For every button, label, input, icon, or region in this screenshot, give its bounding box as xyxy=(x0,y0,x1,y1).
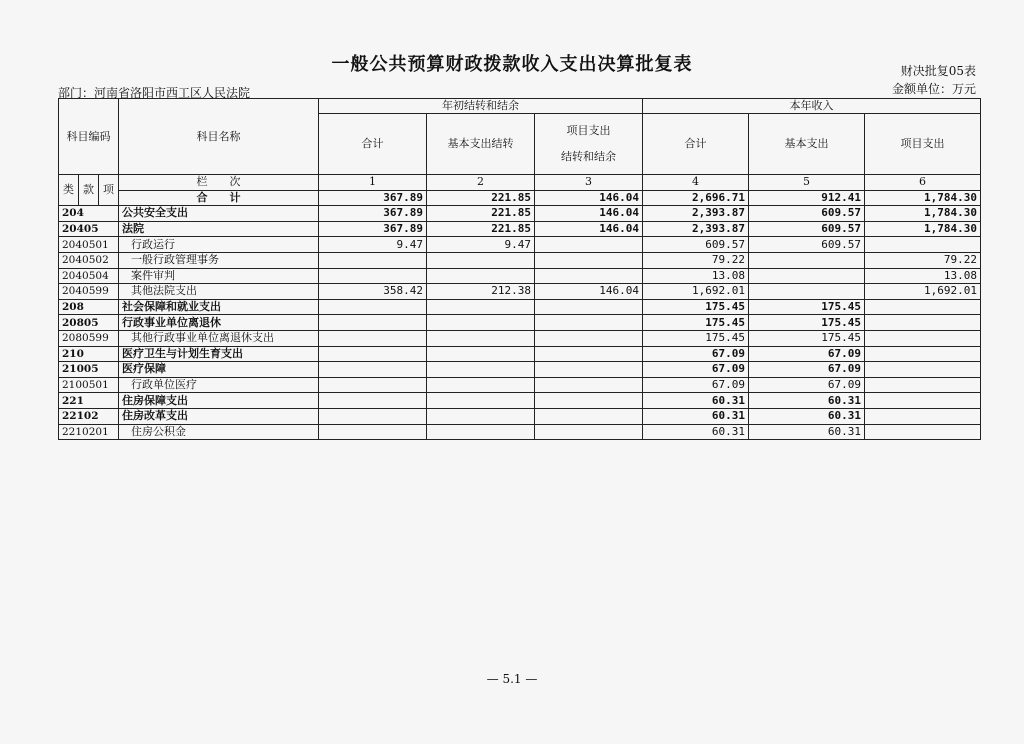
subject-code: 2040599 xyxy=(59,284,119,300)
subject-name: 其他行政事业单位离退休支出 xyxy=(119,330,319,346)
amount-cell xyxy=(535,346,643,362)
amount-cell xyxy=(427,377,535,393)
amount-cell: 60.31 xyxy=(749,408,865,424)
header-income-total: 合计 xyxy=(643,114,749,175)
table-row xyxy=(59,284,981,300)
header-lei: 类 xyxy=(59,175,79,206)
amount-cell xyxy=(535,299,643,315)
report-title: 一般公共预算财政拨款收入支出决算批复表 xyxy=(331,54,693,75)
amount-cell: 67.09 xyxy=(749,346,865,362)
amount-cell xyxy=(535,377,643,393)
department-label: 部门：河南省洛阳市西工区人民法院 xyxy=(58,86,251,100)
table-row xyxy=(59,362,981,378)
subject-name: 一般行政管理事务 xyxy=(119,252,319,268)
header-carry-project-line2: 结转和结余 xyxy=(561,150,616,163)
amount-cell xyxy=(427,299,535,315)
subject-name: 住房保障支出 xyxy=(119,393,319,409)
subject-code: 2040502 xyxy=(59,252,119,268)
subject-name: 案件审判 xyxy=(119,268,319,284)
table-row xyxy=(59,315,981,331)
header-carry-basic: 基本支出结转 xyxy=(427,114,535,175)
subject-code: 2100501 xyxy=(59,377,119,393)
amount-cell: 79.22 xyxy=(643,252,749,268)
amount-cell xyxy=(749,268,865,284)
amount-cell xyxy=(865,362,981,378)
total-cell: 146.04 xyxy=(535,190,643,206)
amount-cell: 609.57 xyxy=(643,237,749,253)
amount-cell: 13.08 xyxy=(643,268,749,284)
amount-cell xyxy=(427,424,535,440)
total-cell: 1,784.30 xyxy=(865,190,981,206)
total-label: 合 计 xyxy=(119,190,319,206)
subject-name: 公共安全支出 xyxy=(119,206,319,222)
total-cell: 221.85 xyxy=(427,190,535,206)
subject-name: 行政运行 xyxy=(119,237,319,253)
amount-cell xyxy=(535,237,643,253)
header-xiang: 项 xyxy=(99,175,119,206)
amount-cell xyxy=(749,252,865,268)
amount-cell: 146.04 xyxy=(535,221,643,237)
subject-name: 法院 xyxy=(119,221,319,237)
subject-name: 住房公积金 xyxy=(119,424,319,440)
table-row xyxy=(59,330,981,346)
header-income-basic: 基本支出 xyxy=(749,114,865,175)
amount-cell xyxy=(319,252,427,268)
table-row xyxy=(59,346,981,362)
amount-cell: 60.31 xyxy=(749,424,865,440)
amount-cell: 13.08 xyxy=(865,268,981,284)
amount-cell: 146.04 xyxy=(535,206,643,222)
table-row xyxy=(59,252,981,268)
amount-cell xyxy=(319,268,427,284)
header-kuan: 款 xyxy=(79,175,99,206)
subject-code: 208 xyxy=(59,299,119,315)
amount-cell xyxy=(427,393,535,409)
total-cell: 912.41 xyxy=(749,190,865,206)
column-number: 1 xyxy=(319,175,427,191)
subject-code: 21005 xyxy=(59,362,119,378)
total-cell: 2,696.71 xyxy=(643,190,749,206)
header-group-carry: 年初结转和结余 xyxy=(319,99,643,114)
amount-cell: 609.57 xyxy=(749,237,865,253)
amount-cell: 175.45 xyxy=(749,299,865,315)
amount-cell: 175.45 xyxy=(749,330,865,346)
amount-cell: 1,692.01 xyxy=(643,284,749,300)
amount-cell: 67.09 xyxy=(643,362,749,378)
amount-cell xyxy=(535,268,643,284)
table-row xyxy=(59,299,981,315)
table-row xyxy=(59,221,981,237)
amount-cell xyxy=(319,330,427,346)
header-subject-name: 科目名称 xyxy=(119,99,319,175)
amount-cell xyxy=(535,330,643,346)
subject-code: 221 xyxy=(59,393,119,409)
amount-cell xyxy=(319,346,427,362)
table-row xyxy=(59,268,981,284)
amount-cell xyxy=(319,315,427,331)
header-subject-code: 科目编码 xyxy=(59,99,119,175)
amount-cell xyxy=(865,346,981,362)
amount-cell xyxy=(319,393,427,409)
amount-cell xyxy=(535,424,643,440)
amount-cell: 609.57 xyxy=(749,221,865,237)
column-number: 4 xyxy=(643,175,749,191)
amount-cell xyxy=(865,424,981,440)
amount-cell: 175.45 xyxy=(643,330,749,346)
amount-cell xyxy=(535,393,643,409)
form-code: 财决批复05表 xyxy=(900,64,976,78)
amount-cell: 221.85 xyxy=(427,206,535,222)
amount-cell: 367.89 xyxy=(319,206,427,222)
amount-cell: 60.31 xyxy=(643,408,749,424)
amount-cell xyxy=(865,393,981,409)
subject-name: 行政单位医疗 xyxy=(119,377,319,393)
header-group-income: 本年收入 xyxy=(643,99,981,114)
column-number: 5 xyxy=(749,175,865,191)
header-carry-project-line1: 项目支出 xyxy=(566,124,611,137)
amount-cell xyxy=(749,284,865,300)
amount-cell: 60.31 xyxy=(643,424,749,440)
column-number: 3 xyxy=(535,175,643,191)
subject-name: 社会保障和就业支出 xyxy=(119,299,319,315)
amount-cell: 60.31 xyxy=(749,393,865,409)
amount-unit: 金额单位：万元 xyxy=(891,82,976,96)
amount-cell xyxy=(865,315,981,331)
amount-cell xyxy=(427,315,535,331)
amount-cell: 2,393.87 xyxy=(643,221,749,237)
header-carry-project xyxy=(535,114,643,175)
amount-cell xyxy=(427,362,535,378)
amount-cell xyxy=(865,237,981,253)
amount-cell xyxy=(535,252,643,268)
subject-name: 住房改革支出 xyxy=(119,408,319,424)
amount-cell xyxy=(319,408,427,424)
subject-code: 2040501 xyxy=(59,237,119,253)
amount-cell: 367.89 xyxy=(319,221,427,237)
amount-cell: 175.45 xyxy=(749,315,865,331)
amount-cell xyxy=(319,377,427,393)
subject-code: 20805 xyxy=(59,315,119,331)
amount-cell: 609.57 xyxy=(749,206,865,222)
subject-code: 20405 xyxy=(59,221,119,237)
header-carry-total: 合计 xyxy=(319,114,427,175)
page-number: — 5.1 — xyxy=(486,672,538,686)
amount-cell: 1,784.30 xyxy=(865,206,981,222)
subject-name: 行政事业单位离退休 xyxy=(119,315,319,331)
subject-code: 2210201 xyxy=(59,424,119,440)
subject-name: 其他法院支出 xyxy=(119,284,319,300)
amount-cell: 60.31 xyxy=(643,393,749,409)
table-row xyxy=(59,237,981,253)
amount-cell: 175.45 xyxy=(643,299,749,315)
amount-cell: 212.38 xyxy=(427,284,535,300)
table-row xyxy=(59,377,981,393)
amount-cell: 1,692.01 xyxy=(865,284,981,300)
subject-code: 22102 xyxy=(59,408,119,424)
subject-code: 204 xyxy=(59,206,119,222)
amount-cell: 358.42 xyxy=(319,284,427,300)
amount-cell: 67.09 xyxy=(749,362,865,378)
total-cell: 367.89 xyxy=(319,190,427,206)
column-number-label: 栏 次 xyxy=(119,175,319,191)
amount-cell xyxy=(427,252,535,268)
amount-cell: 221.85 xyxy=(427,221,535,237)
amount-cell xyxy=(865,377,981,393)
subject-code: 2040504 xyxy=(59,268,119,284)
amount-cell xyxy=(427,268,535,284)
amount-cell: 9.47 xyxy=(427,237,535,253)
amount-cell xyxy=(427,346,535,362)
amount-cell: 146.04 xyxy=(535,284,643,300)
subject-name: 医疗保障 xyxy=(119,362,319,378)
table-row xyxy=(59,424,981,440)
amount-cell xyxy=(535,362,643,378)
column-number: 2 xyxy=(427,175,535,191)
amount-cell: 9.47 xyxy=(319,237,427,253)
header-income-project: 项目支出 xyxy=(865,114,981,175)
amount-cell xyxy=(319,424,427,440)
amount-cell: 67.09 xyxy=(749,377,865,393)
subject-name: 医疗卫生与计划生育支出 xyxy=(119,346,319,362)
subject-code: 2080599 xyxy=(59,330,119,346)
column-number: 6 xyxy=(865,175,981,191)
amount-cell xyxy=(865,330,981,346)
amount-cell xyxy=(865,408,981,424)
table-row xyxy=(59,393,981,409)
amount-cell: 2,393.87 xyxy=(643,206,749,222)
table-row xyxy=(59,408,981,424)
budget-table xyxy=(58,98,981,440)
amount-cell: 175.45 xyxy=(643,315,749,331)
amount-cell: 1,784.30 xyxy=(865,221,981,237)
amount-cell xyxy=(427,408,535,424)
amount-cell xyxy=(535,408,643,424)
amount-cell: 67.09 xyxy=(643,377,749,393)
amount-cell xyxy=(427,330,535,346)
amount-cell xyxy=(319,299,427,315)
subject-code: 210 xyxy=(59,346,119,362)
amount-cell xyxy=(535,315,643,331)
table-row xyxy=(59,206,981,222)
amount-cell xyxy=(319,362,427,378)
amount-cell: 79.22 xyxy=(865,252,981,268)
amount-cell xyxy=(865,299,981,315)
amount-cell: 67.09 xyxy=(643,346,749,362)
